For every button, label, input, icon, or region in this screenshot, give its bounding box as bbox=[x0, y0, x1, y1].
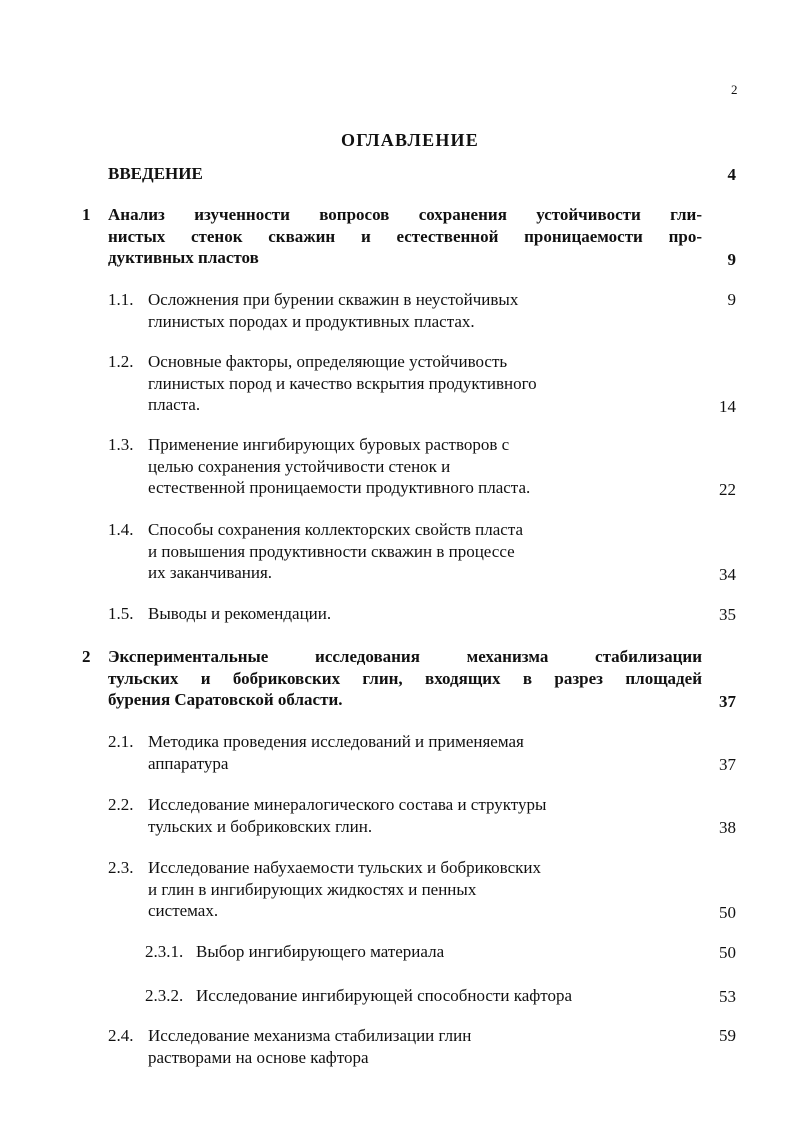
toc-section-page: 37 bbox=[719, 754, 736, 774]
toc-section-page: 53 bbox=[719, 986, 736, 1006]
toc-section-1-1[interactable] bbox=[108, 289, 736, 333]
toc-section-number: 1.3. bbox=[108, 435, 134, 454]
toc-chapter-page: 37 bbox=[719, 691, 736, 711]
toc-section-title: Способы сохранения коллекторских свойств пласта и повышения продуктивности скважин в процессе их заканчивания. bbox=[148, 520, 524, 582]
toc-section-number: 2.2. bbox=[108, 795, 134, 814]
toc-section-page: 22 bbox=[719, 479, 736, 499]
toc-section-number: 1.4. bbox=[108, 520, 134, 539]
toc-section-2-4[interactable] bbox=[108, 1025, 736, 1069]
toc-section-number: 1.5. bbox=[108, 604, 134, 623]
page-number: 2 bbox=[731, 82, 738, 97]
toc-entry-page: 4 bbox=[727, 164, 736, 184]
toc-section-number: 1.1. bbox=[108, 290, 134, 309]
toc-section-1-3[interactable] bbox=[108, 434, 736, 500]
toc-section-title: Исследование ингибирующей способности кафтора bbox=[196, 986, 573, 1005]
toc-section-number: 2.3.1. bbox=[145, 942, 184, 961]
toc-section-title: Осложнения при бурении скважин в неустойчивых глинистых породах и продуктивных пластах. bbox=[148, 290, 519, 331]
toc-section-title: Исследование набухаемости тульских и бобриковских и глин в ингибирующих жидкостях и пенных системах. bbox=[148, 858, 541, 920]
toc-section-title: Применение ингибирующих буровых растворов с целью сохранения устойчивости стенок и естественной проницаемости продуктивного пласта. bbox=[148, 435, 531, 497]
toc-section-number: 1.2. bbox=[108, 352, 134, 371]
toc-section-1-2[interactable] bbox=[108, 351, 736, 417]
toc-section-2-3[interactable] bbox=[108, 857, 736, 923]
toc-entry-intro[interactable] bbox=[108, 163, 736, 185]
toc-section-number: 2.4. bbox=[108, 1026, 134, 1045]
toc-section-title: Исследование механизма стабилизации глин растворами на основе кафтора bbox=[148, 1026, 472, 1067]
toc-section-page: 9 bbox=[727, 290, 736, 309]
toc-section-title: Выбор ингибирующего материала bbox=[196, 942, 445, 961]
toc-section-page: 59 bbox=[719, 1026, 736, 1045]
toc-chapter-page: 9 bbox=[727, 249, 736, 269]
toc-title: ОГЛАВЛЕНИЕ bbox=[341, 130, 479, 150]
toc-section-title: Методика проведения исследований и применяемая аппаратура bbox=[148, 732, 524, 773]
toc-section-number: 2.3.2. bbox=[145, 986, 184, 1005]
toc-chapter-2[interactable] bbox=[82, 646, 736, 712]
toc-section-page: 50 bbox=[719, 942, 736, 962]
toc-subsection-2-3-2[interactable] bbox=[145, 985, 736, 1007]
toc-entry-label: ВВЕДЕНИЕ bbox=[108, 164, 203, 183]
toc-section-1-4[interactable] bbox=[108, 519, 736, 585]
toc-chapter-number: 2 bbox=[82, 647, 91, 666]
toc-section-number: 2.1. bbox=[108, 732, 134, 751]
toc-section-page: 38 bbox=[719, 817, 736, 837]
toc-section-page: 14 bbox=[719, 396, 736, 416]
toc-section-page: 50 bbox=[719, 902, 736, 922]
toc-section-title: Исследование минералогического состава и структуры тульских и бобриковских глин. bbox=[148, 795, 547, 836]
toc-section-2-2[interactable] bbox=[108, 794, 736, 838]
toc-section-1-5[interactable] bbox=[108, 603, 736, 625]
toc-section-2-1[interactable] bbox=[108, 731, 736, 775]
toc-section-page: 35 bbox=[719, 604, 736, 624]
toc-subsection-2-3-1[interactable] bbox=[145, 941, 736, 963]
toc-chapter-title: Экспериментальные исследования механизма стабилизации тульских и бобриковских глин, входящих в разрез площадей бурения Саратовской области. bbox=[108, 647, 702, 709]
toc-chapter-1[interactable] bbox=[82, 204, 736, 270]
toc-section-page: 34 bbox=[719, 564, 736, 584]
toc-section-title: Основные факторы, определяющие устойчивость глинистых пород и качество вскрытия продуктивного пласта. bbox=[148, 352, 537, 414]
toc-chapter-number: 1 bbox=[82, 205, 91, 224]
toc-chapter-title: Анализ изученности вопросов сохранения устойчивости гли- нистых стенок скважин и естественной проницаемости про- дуктивных пластов bbox=[108, 205, 702, 267]
toc-section-number: 2.3. bbox=[108, 858, 134, 877]
toc-section-title: Выводы и рекомендации. bbox=[148, 604, 332, 623]
